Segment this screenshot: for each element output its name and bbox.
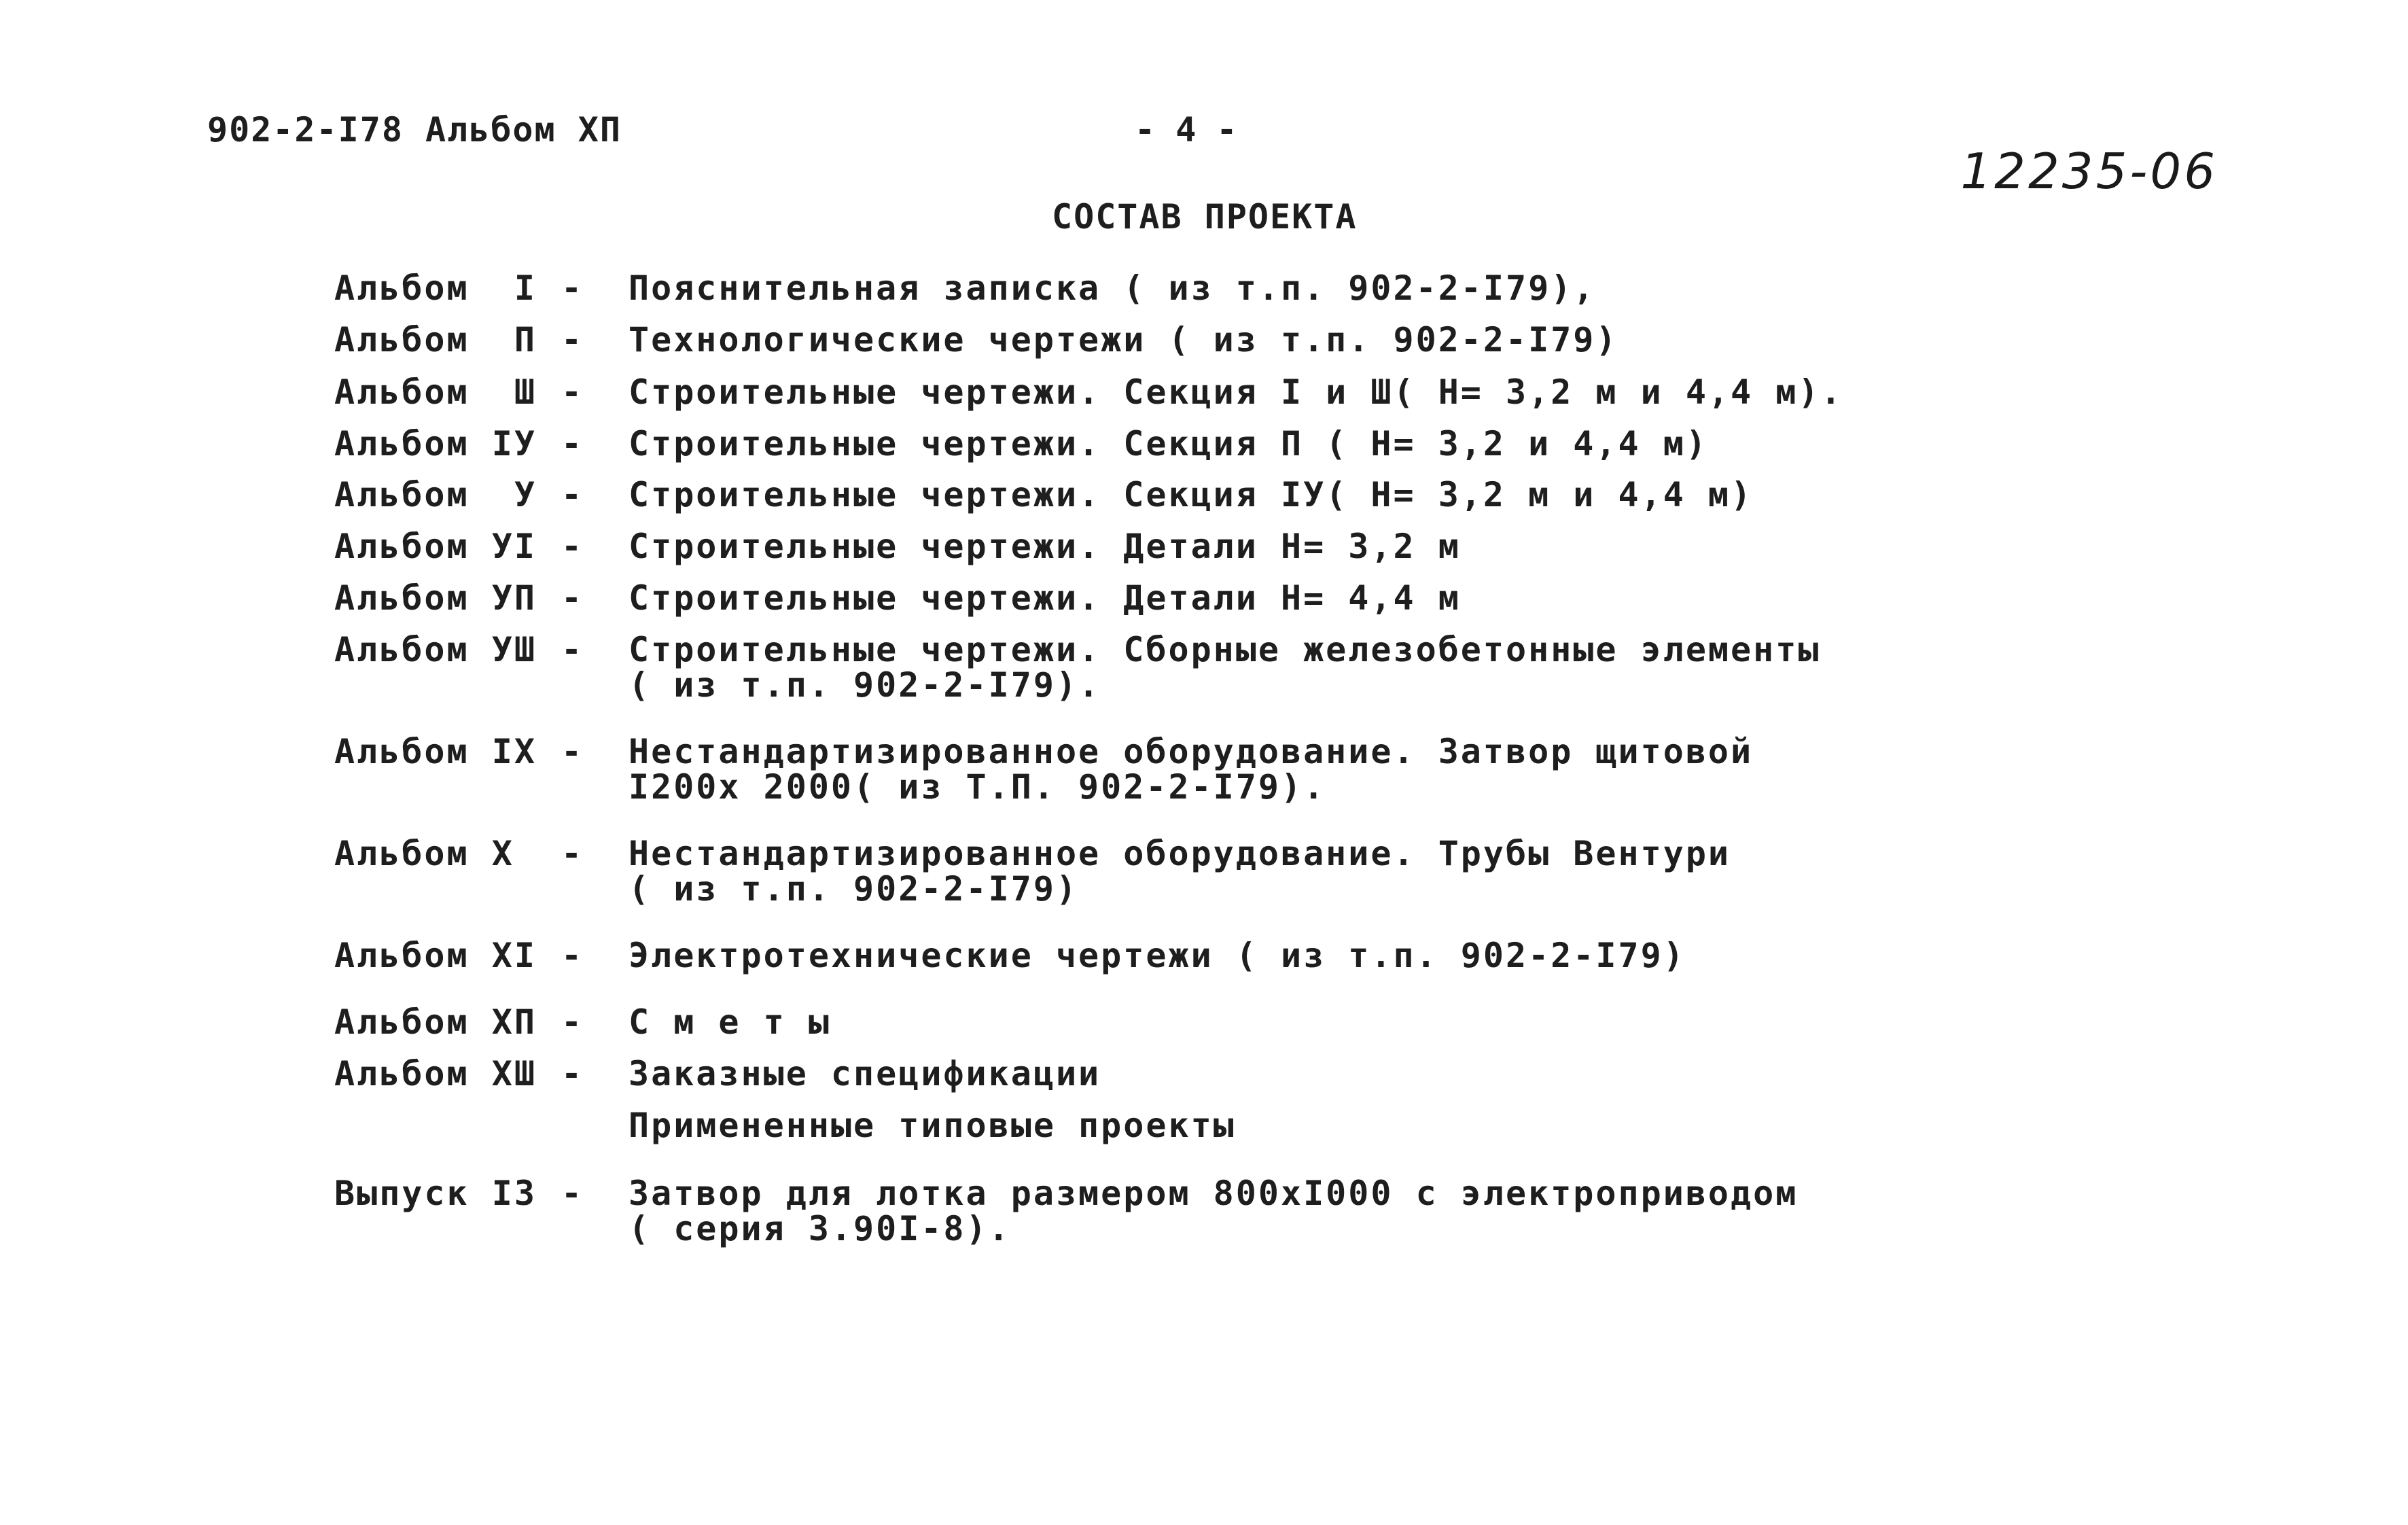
album-description: Примененные типовые проекты: [628, 1106, 1236, 1145]
separator-dash: -: [561, 320, 584, 360]
album-description: С м е т ы: [628, 1002, 831, 1042]
album-label: Альбом ХП: [334, 1002, 537, 1042]
album-description: Технологические чертежи ( из т.п. 902-2-I79): [628, 320, 1618, 360]
album-description: Нестандартизированное оборудование. Затвор щитовой: [628, 732, 1754, 771]
album-description: Электротехнические чертежи ( из т.п. 902-2-I79): [628, 936, 1686, 975]
separator-dash: -: [561, 372, 584, 412]
album-label: Альбом I: [334, 268, 537, 308]
document-code: 902-2-I78 Альбом ХП: [207, 110, 622, 150]
album-description: Строительные чертежи. Секция IУ( Н= 3,2 м и 4,4 м): [628, 475, 1754, 514]
separator-dash: -: [561, 834, 584, 873]
album-description: Пояснительная записка ( из т.п. 902-2-I79),: [628, 268, 1596, 308]
separator-dash: -: [561, 1054, 584, 1093]
album-label: Альбом УI: [334, 527, 537, 566]
album-label: Альбом УШ: [334, 630, 537, 669]
album-description: Нестандартизированное оборудование. Трубы Вентури: [628, 834, 1731, 873]
album-description-continued: ( из т.п. 902-2-I79).: [628, 665, 1101, 705]
album-label: Альбом Х: [334, 834, 514, 873]
separator-dash: -: [561, 1002, 584, 1042]
album-label: Альбом УП: [334, 578, 537, 618]
album-label: Альбом IУ: [334, 424, 537, 463]
album-description: Строительные чертежи. Сборные железобетонные элементы: [628, 630, 1821, 669]
album-description-continued: I200х 2000( из Т.П. 902-2-I79).: [628, 767, 1326, 807]
separator-dash: -: [561, 578, 584, 618]
album-description: Строительные чертежи. Секция П ( Н= 3,2 и 4,4 м): [628, 424, 1708, 463]
album-label: Альбом ХШ: [334, 1054, 537, 1093]
separator-dash: -: [561, 527, 584, 566]
album-description: Заказные спецификации: [628, 1054, 1101, 1093]
album-label: Выпуск I3: [334, 1174, 537, 1213]
album-label: Альбом П: [334, 320, 537, 360]
album-description: Строительные чертежи. Секция I и Ш( Н= 3,2 м и 4,4 м).: [628, 372, 1843, 412]
album-label: Альбом ХI: [334, 936, 537, 975]
album-description: Строительные чертежи. Детали Н= 4,4 м: [628, 578, 1461, 618]
page-title: СОСТАВ ПРОЕКТА: [1052, 197, 1358, 236]
separator-dash: -: [561, 732, 584, 771]
archive-number: 12235-06: [1960, 143, 2218, 200]
album-label: Альбом IX: [334, 732, 537, 771]
separator-dash: -: [561, 1174, 584, 1213]
album-description: Затвор для лотка размером 800хI000 с электроприводом: [628, 1174, 1799, 1213]
album-description-continued: ( из т.п. 902-2-I79): [628, 869, 1079, 909]
album-description-continued: ( серия 3.90I-8).: [628, 1209, 1011, 1248]
separator-dash: -: [561, 475, 584, 514]
album-label: Альбом У: [334, 475, 537, 514]
separator-dash: -: [561, 936, 584, 975]
separator-dash: -: [561, 630, 584, 669]
separator-dash: -: [561, 268, 584, 308]
separator-dash: -: [561, 424, 584, 463]
album-description: Строительные чертежи. Детали Н= 3,2 м: [628, 527, 1461, 566]
page-number: - 4 -: [1135, 110, 1237, 150]
album-label: Альбом Ш: [334, 372, 537, 412]
